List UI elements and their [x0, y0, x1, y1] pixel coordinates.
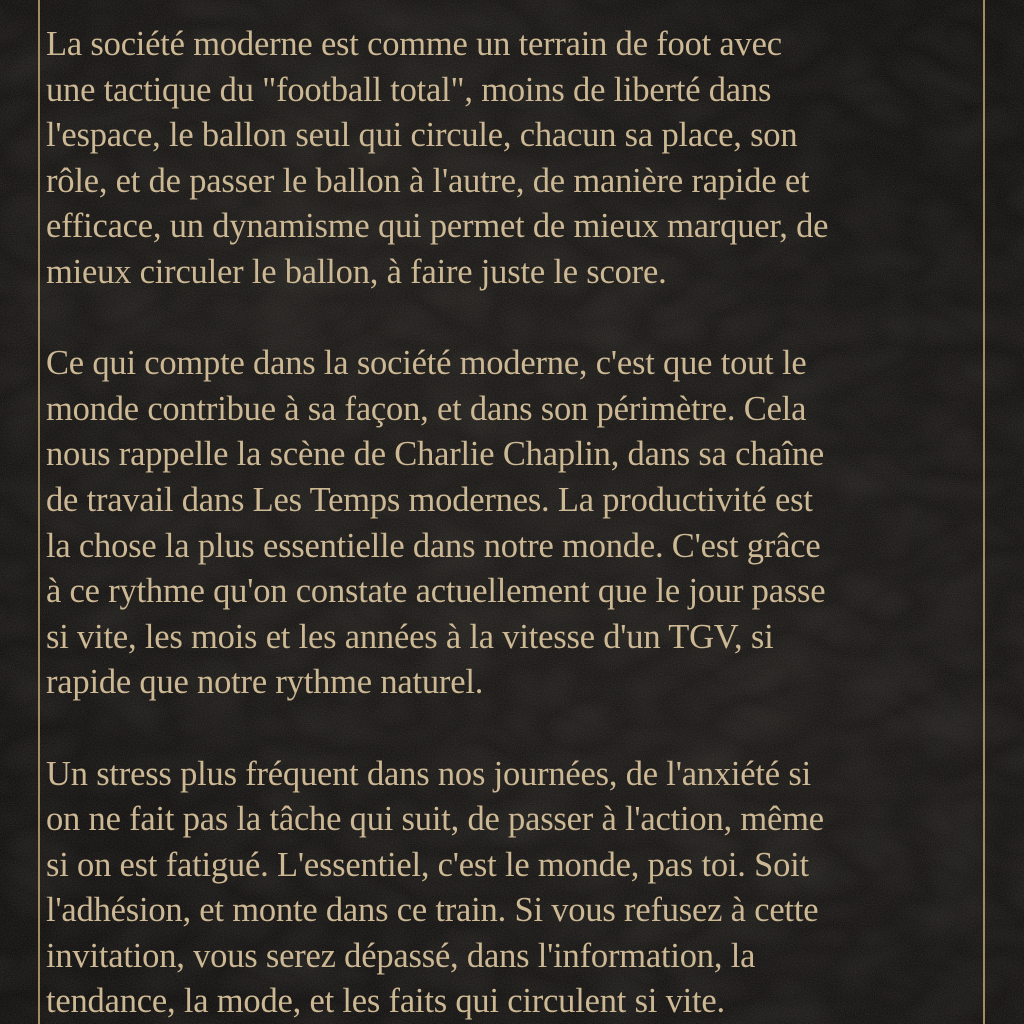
text-line: rôle, et de passer le ballon à l'autre, de manière rapide et: [46, 161, 810, 200]
text-line: l'adhésion, et monte dans ce train. Si vous refusez à cette: [46, 891, 819, 930]
text-line: la chose la plus essentielle dans notre monde. C'est grâce: [46, 526, 821, 565]
text-line: Ce qui compte dans la société moderne, c'est que tout le: [46, 344, 807, 383]
text-line: rapide que notre rythme naturel.: [46, 663, 484, 702]
text-line: l'espace, le ballon seul qui circule, chacun sa place, son: [46, 116, 798, 155]
text-line: à ce rythme qu'on constate actuellement que le jour passe: [46, 572, 826, 611]
text-line: efficace, un dynamisme qui permet de mieux marquer, de: [46, 207, 829, 246]
text-line: on ne fait pas la tâche qui suit, de passer à l'action, même: [46, 800, 824, 839]
text-line: si vite, les mois et les années à la vitesse d'un TGV, si: [46, 617, 774, 656]
text-line: Un stress plus fréquent dans nos journées, de l'anxiété si: [46, 754, 811, 793]
text-body: [46, 22, 982, 1024]
paragraph-1: [46, 22, 982, 296]
left-gold-border: [38, 0, 40, 1024]
paragraph-3: [46, 752, 982, 1024]
right-gold-border: [983, 0, 985, 1024]
text-line: nous rappelle la scène de Charlie Chaplin, dans sa chaîne: [46, 435, 824, 474]
text-line: mieux circuler le ballon, à faire juste le score.: [46, 252, 667, 291]
paragraph-2: [46, 341, 982, 706]
text-line: monde contribue à sa façon, et dans son périmètre. Cela: [46, 389, 807, 428]
text-line: invitation, vous serez dépassé, dans l'information, la: [46, 936, 756, 975]
text-line: La société moderne est comme un terrain de foot avec: [46, 25, 782, 63]
text-line: une tactique du "football total", moins de liberté dans: [46, 70, 772, 109]
text-line: tendance, la mode, et les faits qui circulent si vite.: [46, 982, 725, 1021]
text-line: si on est fatigué. L'essentiel, c'est le monde, pas toi. Soit: [46, 845, 809, 884]
text-line: de travail dans Les Temps modernes. La productivité est: [46, 480, 813, 519]
